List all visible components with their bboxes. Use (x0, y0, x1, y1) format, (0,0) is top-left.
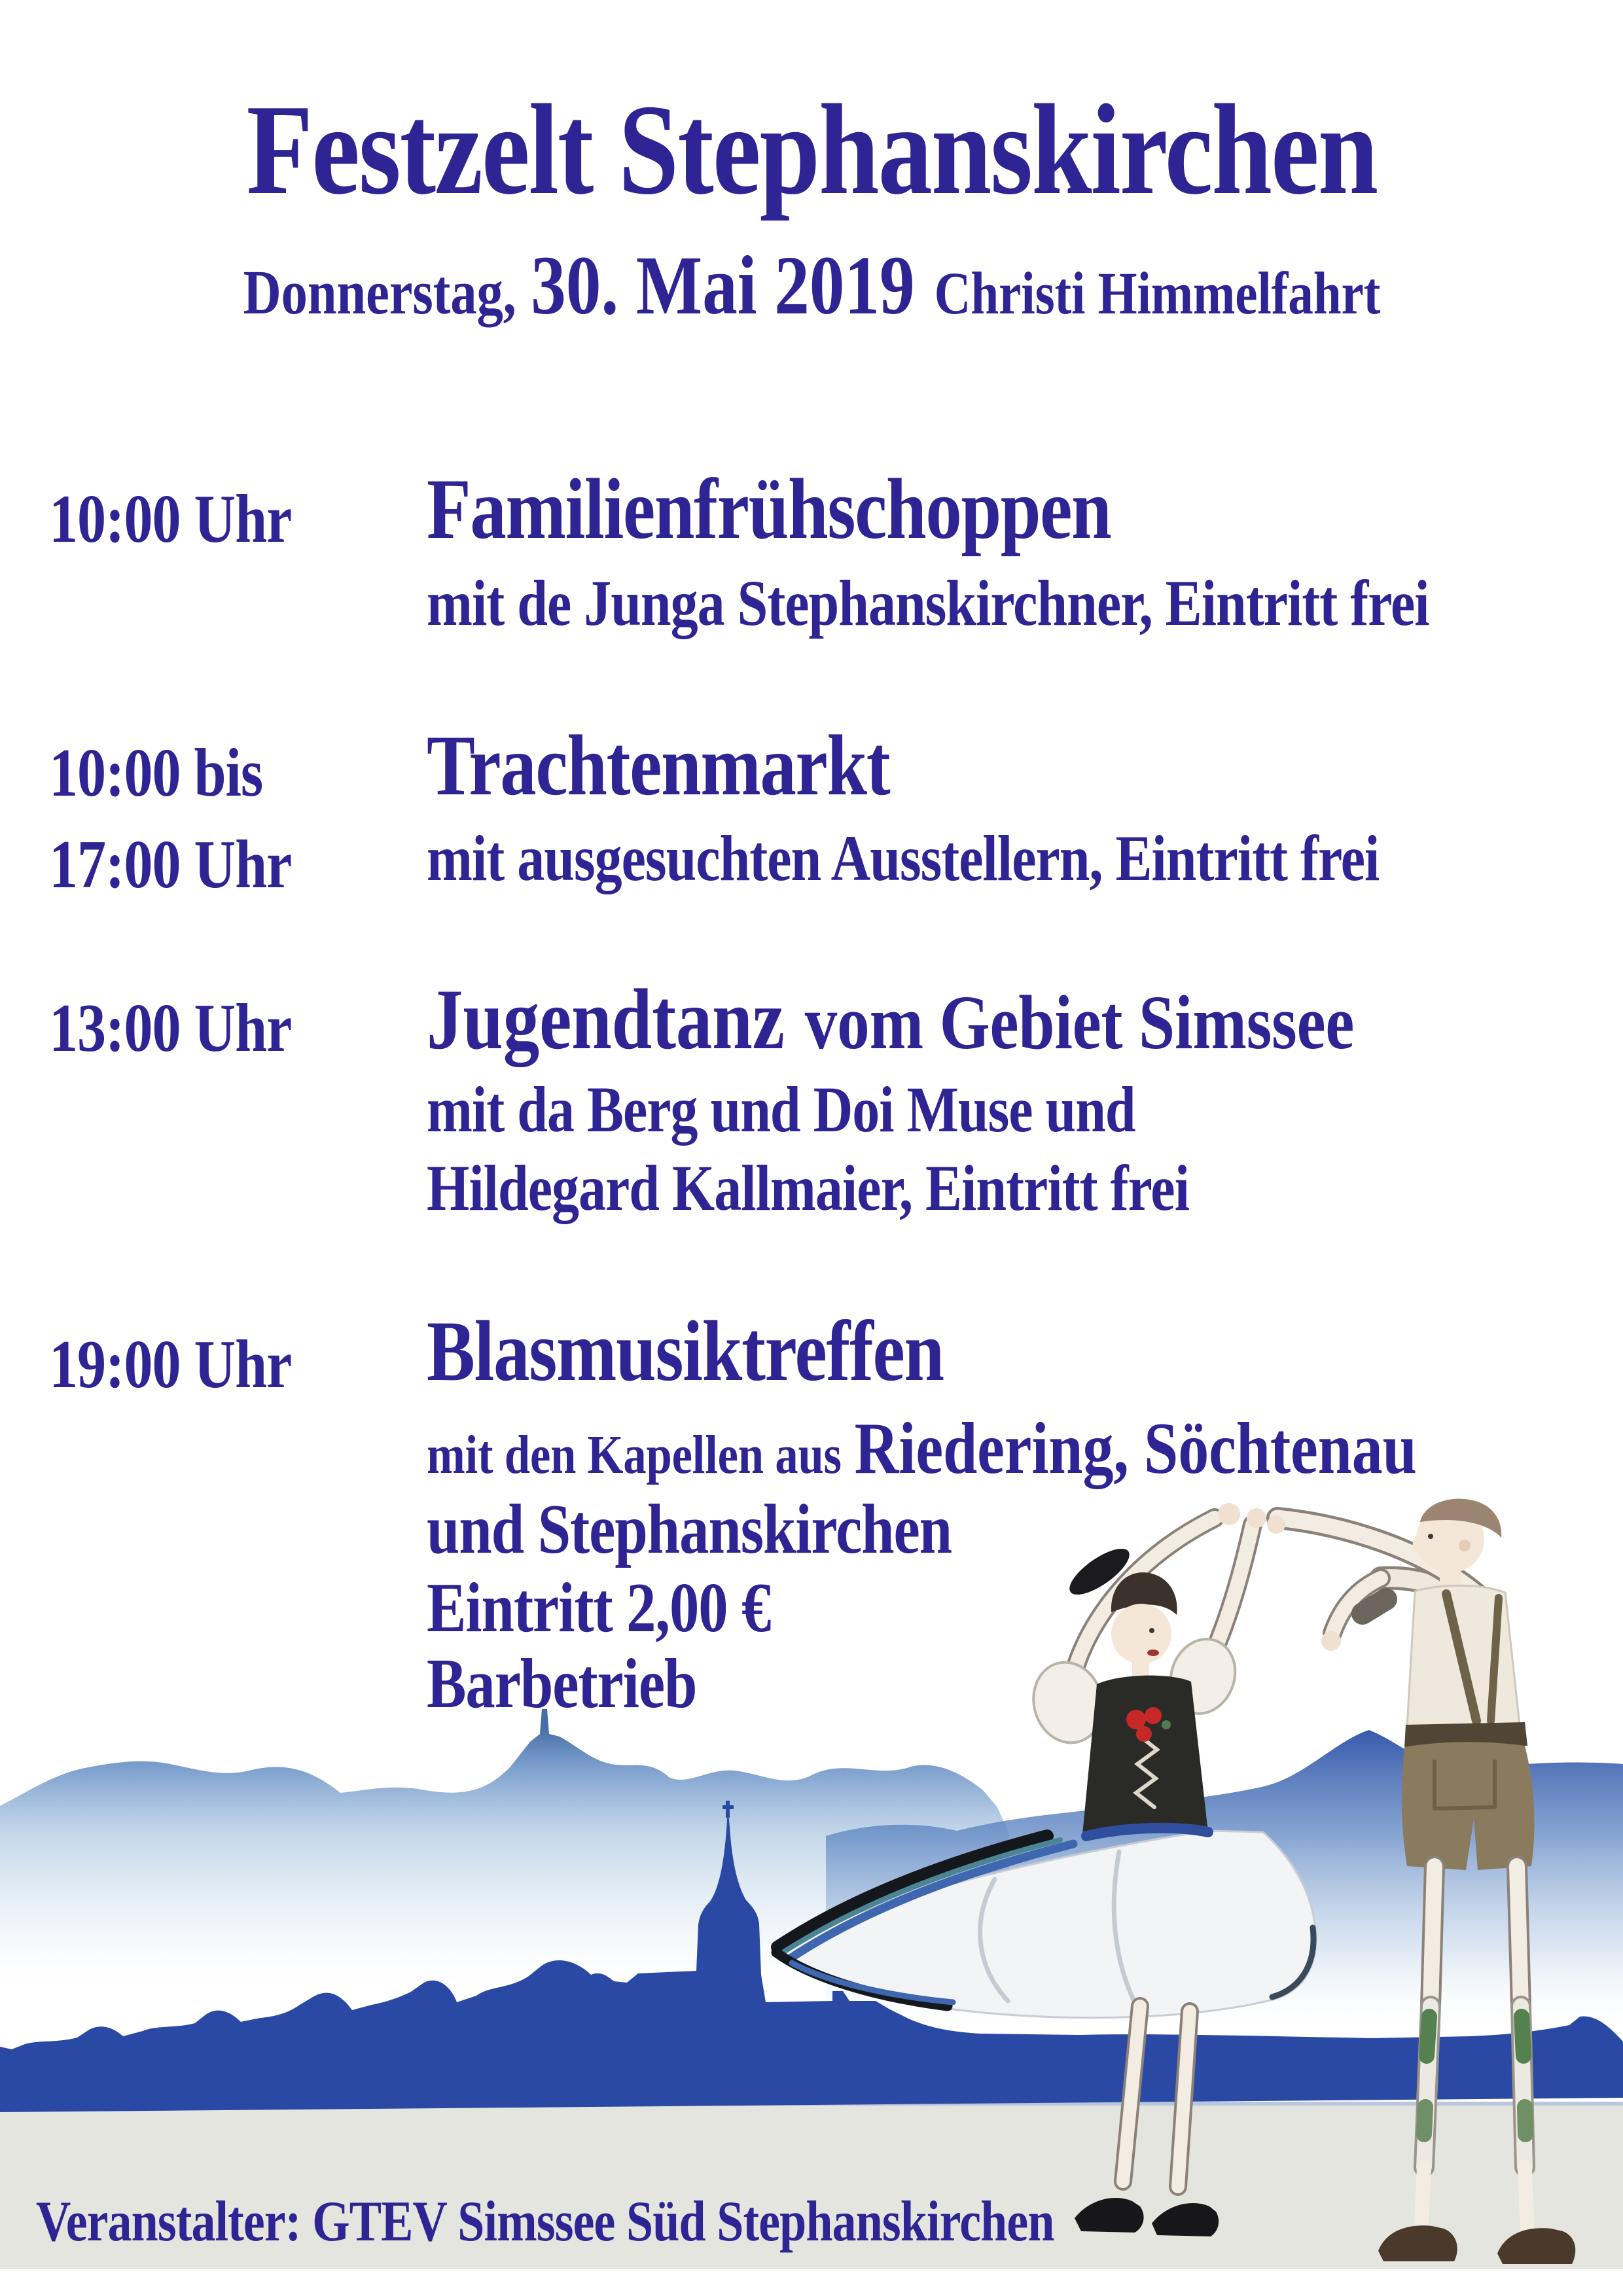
event-time: 10:00 Uhr (49, 480, 292, 557)
event-detail: Barbetrieb (427, 1645, 697, 1723)
event-time: 10:00 bis (49, 734, 263, 811)
event-heading: Familienfrühschoppen (427, 461, 1111, 557)
event-detail: und Stephanskirchen (427, 1491, 952, 1568)
event-detail: mit ausgesuchten Ausstellern, Eintritt frei (427, 822, 1380, 894)
event-heading: Jugendtanz vom Gebiet Simssee (427, 971, 1355, 1067)
event-heading: Blasmusiktreffen (427, 1303, 944, 1399)
event-heading: Trachtenmarkt (427, 717, 890, 813)
event-detail: mit da Berg und Doi Muse und (427, 1073, 1135, 1146)
organizer-line: Veranstalter: GTEV Simssee Süd Stephanskirchen (36, 2190, 1054, 2253)
event-time: 13:00 Uhr (49, 989, 292, 1066)
date-line (0, 239, 1623, 332)
event-detail: mit den Kapellen aus Riedering, Söchtenau (427, 1408, 1417, 1489)
event-detail: Hildegard Kallmaier, Eintritt frei (427, 1152, 1189, 1224)
date-prefix: Donnerstag, (243, 257, 516, 327)
page-title (0, 78, 1623, 221)
holiday-name: Christi Himmelfahrt (934, 260, 1380, 327)
event-detail: Eintritt 2,00 € (427, 1569, 771, 1647)
page-title-text: Festzelt Stephanskirchen (246, 78, 1377, 221)
event-detail: mit de Junga Stephanskirchner, Eintritt frei (427, 567, 1429, 639)
event-time: 17:00 Uhr (49, 826, 292, 902)
event-time: 19:00 Uhr (49, 1326, 292, 1402)
date-value: 30. Mai 2019 (530, 239, 915, 332)
